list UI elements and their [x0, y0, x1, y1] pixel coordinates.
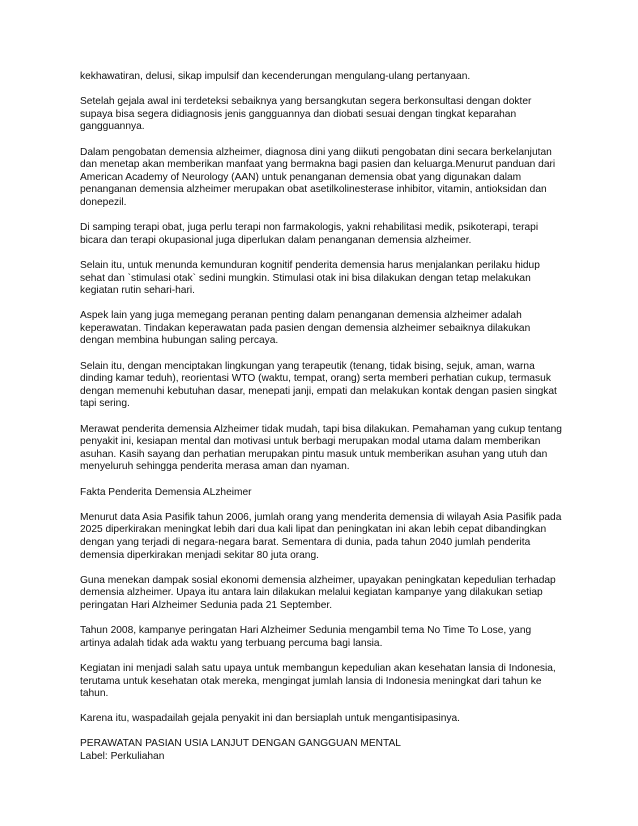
section-heading-facts: Fakta Penderita Demensia ALzheimer: [80, 486, 252, 498]
paragraph-awareness: Guna menekan dampak sosial ekonomi demensia alzheimer, upayakan peningkatan kepedulian terhadap demensia alzheimer. Upaya itu antara lain dilakukan melalui kegiatan kampanye yang dilakukan setiap peringatan Hari Alzheimer Sedunia pada 21 September.: [80, 574, 556, 611]
document-page: [80, 71, 562, 764]
paragraph-symptoms: kekhawatiran, delusi, sikap impulsif dan kecenderungan mengulang-ulang pertanyaan.: [80, 71, 471, 82]
paragraph-conclusion: Karena itu, waspadailah gejala penyakit ini dan bersiaplah untuk mengantisipasinya.: [80, 713, 461, 725]
paragraph-consultation: Setelah gejala awal ini terdeteksi sebaiknya yang bersangkutan segera berkonsultasi dengan dokter supaya bisa segera didiagnosis jenis gangguannya dan diobati sesuai dengan tingkat keparahan gangguannya.: [80, 96, 532, 133]
post-title: PERAWATAN PASIAN USIA LANJUT DENGAN GANGGUAN MENTAL: [80, 738, 401, 750]
paragraph-non-drug-therapy: Di samping terapi obat, juga perlu terapi non farmakologis, yakni rehabilitasi medik, psikoterapi, terapi bicara dan terapi okupasional juga diperlukan dalam penanganan demensia alzheimer.: [80, 222, 539, 246]
paragraph-asia-pacific-data: Menurut data Asia Pasifik tahun 2006, jumlah orang yang menderita demensia di wilayah Asia Pasifik pada 2025 diperkirakan meningkat lebih dari dua kali lipat dan peningkatan ini akan lebih cepat dibandingkan dengan yang terjadi di negara-negara barat. Sementara di dunia, pada tahun 2040 jumlah penderita demensia diperkirakan menjadi sekitar 80 juta orang.: [80, 511, 562, 561]
paragraph-indonesia: Kegiatan ini menjadi salah satu upaya untuk membangun kepedulian akan kesehatan lansia di Indonesia, terutama untuk kesehatan otak mereka, mengingat jumlah lansia di Indonesia meningkat dari tahun ke tahun.: [80, 662, 556, 700]
paragraph-nursing: Aspek lain yang juga memegang peranan penting dalam penanganan demensia alzheimer adalah keperawatan. Tindakan keperawatan pada pasien dengan demensia alzheimer sebaiknya dilakukan dengan membina hubungan saling percaya.: [80, 310, 531, 347]
paragraph-campaign-2008: Tahun 2008, kampanye peringatan Hari Alzheimer Sedunia mengambil tema No Time To Lose, yang artinya adalah tidak ada waktu yang terbuang percuma bagi lansia.: [80, 625, 532, 649]
post-label: Label: Perkuliahan: [80, 751, 165, 763]
paragraph-caregiving: Merawat penderita demensia Alzheimer tidak mudah, tapi bisa dilakukan. Pemahaman yang cukup tentang penyakit ini, kesiapan mental dan motivasi untuk berbagi merupakan modal utama dalam memberikan asuhan. Kasih sayang dan perhatian merupakan pintu masuk untuk memberikan asuhan yang utuh dan menyeluruh sehingga penderita merasa aman dan nyaman.: [80, 423, 562, 473]
paragraph-healthy-lifestyle: Selain itu, untuk menunda kemunduran kognitif penderita demensia harus menjalankan perilaku hidup sehat dan `stimulasi otak` sedini mungkin. Stimulasi otak ini bisa dilakukan dengan tetap melakukan kegiatan rutin sehari-hari.: [80, 259, 540, 297]
paragraph-treatment: Dalam pengobatan demensia alzheimer, diagnosa dini yang diikuti pengobatan dini secara berkelanjutan dan menetap akan memberikan manfaat yang bermakna bagi pasien dan keluarga.Menurut panduan dari American Academy of Neurology (AAN) untuk penanganan demensia obat yang digunakan dalam penanganan demensia alzheimer merupakan obat asetilkolinesterase inhibitor, vitamin, antioksidan dan donepezil.: [80, 146, 556, 208]
paragraph-environment: Selain itu, dengan menciptakan lingkungan yang terapeutik (tenang, tidak bising, sejuk, aman, warna dinding kamar teduh), reorientasi WTO (waktu, tempat, orang) serta memberi perhatian cukup, termasuk dengan memenuhi kebutuhan dasar, menepati janji, empati dan melakukan kontak dengan pasien singkat tapi sering.: [80, 360, 557, 410]
